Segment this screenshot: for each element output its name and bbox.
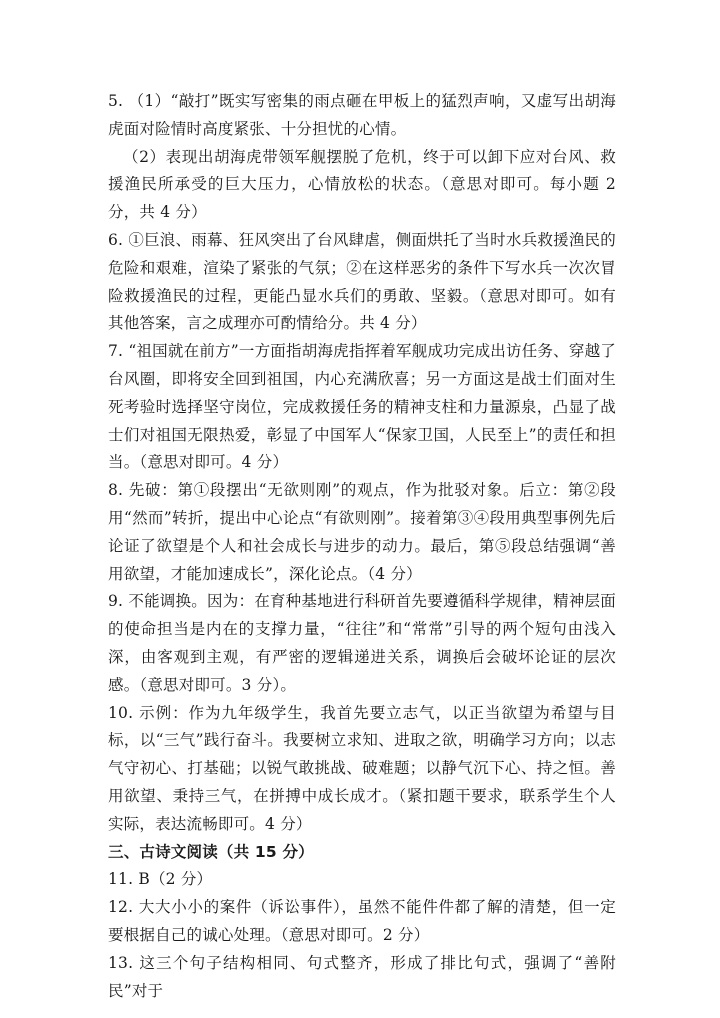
- answer-q9: 9. 不能调换。因为：在育种基地进行科研首先要遵循科学规律，精神层面的使命担当是内在的支撑力量，“往往”和“常常”引导的两个短句由浅入深，由客观到主观，有严密的逻辑递进关系，调换后会破坏论证的层次感。（意思对即可。3 分）。: [108, 592, 616, 694]
- answer-q12: 12. 大大小小的案件（诉讼事件），虽然不能件件都了解的清楚，但一定要根据自己的诚心处理。（意思对即可。2 分）: [108, 898, 616, 944]
- answer-q7: 7. “祖国就在前方”一方面指胡海虎指挥着军舰成功完成出访任务、穿越了台风圈，即将安全回到祖国，内心充满欣喜；另一方面这是战士们面对生死考验时选择坚守岗位，完成救援任务的精神支柱和力量源泉，凸显了战士们对祖国无限热爱，彰显了中国军人“保家卫国，人民至上”的责任和担当。（意思对即可。4 分）: [108, 342, 616, 472]
- section-title-classical-reading: 三、古诗文阅读（共 15 分）: [108, 842, 314, 861]
- answer-q11: 11. B（2 分）: [108, 870, 213, 889]
- answer-q6: 6. ①巨浪、雨幕、狂风突出了台风肆虐，侧面烘托了当时水兵救援渔民的危险和艰难，渲染了紧张的气氛；②在这样恶劣的条件下写水兵一次次冒险救援渔民的过程，更能凸显水兵们的勇敢、坚毅。（意思对即可。如有其他答案，言之成理亦可酌情给分。共 4 分）: [108, 230, 616, 333]
- answer-q5-part2: （2）表现出胡海虎带领军舰摆脱了危机，终于可以卸下应对台风、救援渔民所承受的巨大压力，心情放松的状态。（意思对即可。每小题 2 分，共 4 分）: [108, 147, 616, 222]
- answer-key-body: [108, 88, 616, 1005]
- answer-q5-part1: 5. （1）“敲打”既实写密集的雨点砸在甲板上的猛烈声响，又虚写出胡海虎面对险情时高度紧张、十分担忧的心情。: [108, 92, 616, 138]
- answer-q10: 10. 示例：作为九年级学生，我首先要立志气，以正当欲望为希望与目标，以“三气”践行奋斗。我要树立求知、进取之欲，明确学习方向；以志气守初心、打基础；以锐气敢挑战、破难题；以静气沉下心、持之恒。善用欲望、秉持三气，在拼搏中成长成才。（紧扣题干要求，联系学生个人实际，表达流畅即可。4 分）: [108, 703, 616, 833]
- answer-q8: 8. 先破：第①段摆出“无欲则刚”的观点，作为批驳对象。后立：第②段用“然而”转折，提出中心论点“有欲则刚”。接着第③④段用典型事例先后论证了欲望是个人和社会成长与进步的动力。最后，第⑤段总结强调“善用欲望，才能加速成长”，深化论点。（4 分）: [108, 481, 616, 583]
- answer-q13: 13. 这三个句子结构相同、句式整齐，形成了排比句式，强调了“善附民”对于: [108, 953, 616, 1000]
